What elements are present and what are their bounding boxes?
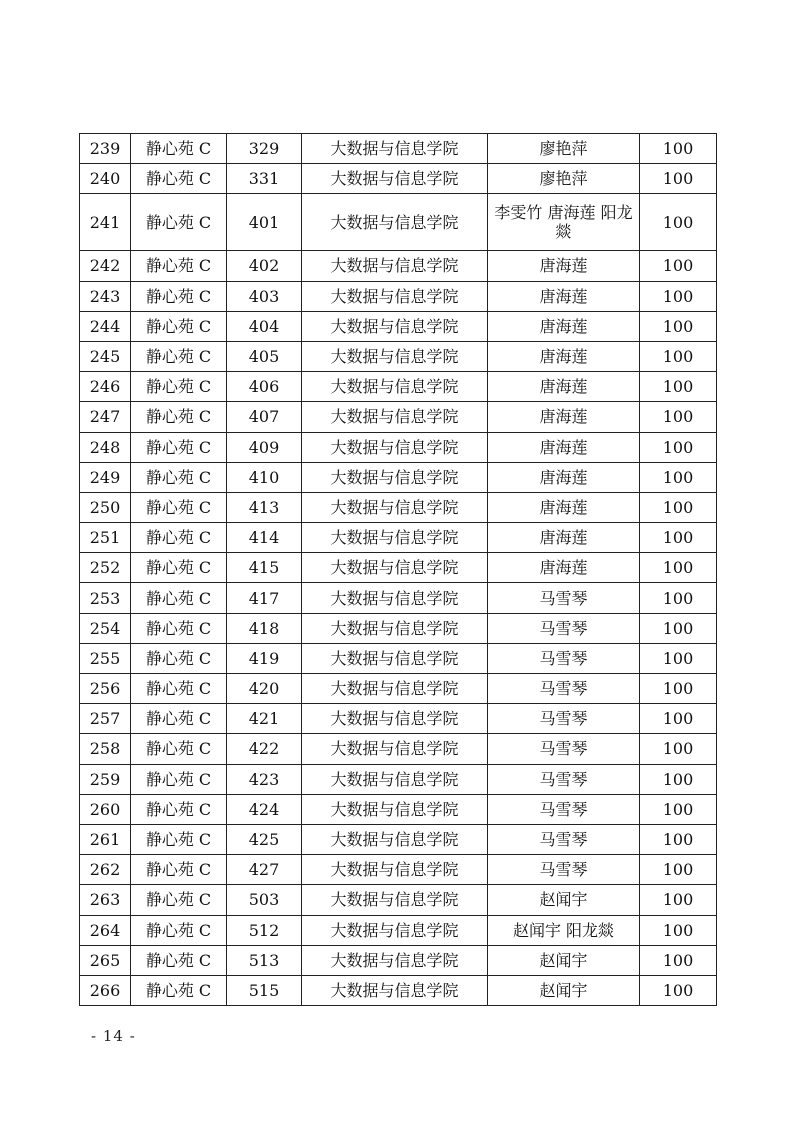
room-cell: 414 — [227, 523, 302, 553]
row-number: 258 — [80, 734, 131, 764]
table-row — [80, 402, 717, 432]
score-cell: 100 — [640, 281, 717, 311]
building-cell: 静心苑 C — [131, 945, 227, 975]
table-row — [80, 432, 717, 462]
table-row — [80, 281, 717, 311]
table-row — [80, 613, 717, 643]
building-cell: 静心苑 C — [131, 915, 227, 945]
table-row — [80, 194, 717, 251]
tutor-cell: 马雪琴 — [488, 704, 640, 734]
row-number: 239 — [80, 134, 131, 164]
room-cell: 420 — [227, 674, 302, 704]
department-cell: 大数据与信息学院 — [302, 281, 488, 311]
tutor-cell: 唐海莲 — [488, 251, 640, 281]
row-number: 241 — [80, 194, 131, 251]
row-number: 244 — [80, 311, 131, 341]
score-cell: 100 — [640, 134, 717, 164]
room-cell: 410 — [227, 462, 302, 492]
room-cell: 425 — [227, 824, 302, 854]
tutor-cell: 马雪琴 — [488, 855, 640, 885]
building-cell: 静心苑 C — [131, 341, 227, 371]
tutor-cell: 马雪琴 — [488, 794, 640, 824]
score-cell: 100 — [640, 855, 717, 885]
room-cell: 401 — [227, 194, 302, 251]
tutor-cell: 李雯竹 唐海莲 阳龙燚 — [488, 194, 640, 251]
row-number: 256 — [80, 674, 131, 704]
building-cell: 静心苑 C — [131, 794, 227, 824]
score-cell: 100 — [640, 945, 717, 975]
department-cell: 大数据与信息学院 — [302, 613, 488, 643]
table-row — [80, 341, 717, 371]
table-row — [80, 915, 717, 945]
tutor-cell: 唐海莲 — [488, 341, 640, 371]
tutor-cell: 唐海莲 — [488, 553, 640, 583]
department-cell: 大数据与信息学院 — [302, 402, 488, 432]
score-cell: 100 — [640, 341, 717, 371]
building-cell: 静心苑 C — [131, 553, 227, 583]
table-row — [80, 372, 717, 402]
department-cell: 大数据与信息学院 — [302, 643, 488, 673]
table-row — [80, 734, 717, 764]
department-cell: 大数据与信息学院 — [302, 553, 488, 583]
building-cell: 静心苑 C — [131, 462, 227, 492]
row-number: 246 — [80, 372, 131, 402]
score-cell: 100 — [640, 583, 717, 613]
table-row — [80, 492, 717, 522]
row-number: 249 — [80, 462, 131, 492]
score-cell: 100 — [640, 613, 717, 643]
score-cell: 100 — [640, 311, 717, 341]
room-cell: 417 — [227, 583, 302, 613]
building-cell: 静心苑 C — [131, 281, 227, 311]
department-cell: 大数据与信息学院 — [302, 704, 488, 734]
building-cell: 静心苑 C — [131, 643, 227, 673]
department-cell: 大数据与信息学院 — [302, 824, 488, 854]
row-number: 260 — [80, 794, 131, 824]
department-cell: 大数据与信息学院 — [302, 734, 488, 764]
department-cell: 大数据与信息学院 — [302, 372, 488, 402]
table-row — [80, 462, 717, 492]
table-row — [80, 764, 717, 794]
building-cell: 静心苑 C — [131, 311, 227, 341]
tutor-cell: 唐海莲 — [488, 402, 640, 432]
score-cell: 100 — [640, 402, 717, 432]
room-cell: 423 — [227, 764, 302, 794]
room-cell: 515 — [227, 975, 302, 1005]
building-cell: 静心苑 C — [131, 134, 227, 164]
table-row — [80, 704, 717, 734]
table-row — [80, 311, 717, 341]
room-cell: 421 — [227, 704, 302, 734]
department-cell: 大数据与信息学院 — [302, 523, 488, 553]
table-row — [80, 855, 717, 885]
room-cell: 427 — [227, 855, 302, 885]
room-cell: 512 — [227, 915, 302, 945]
building-cell: 静心苑 C — [131, 734, 227, 764]
row-number: 250 — [80, 492, 131, 522]
room-cell: 407 — [227, 402, 302, 432]
dormitory-score-table — [79, 133, 717, 1006]
tutor-cell: 马雪琴 — [488, 583, 640, 613]
department-cell: 大数据与信息学院 — [302, 885, 488, 915]
table-row — [80, 251, 717, 281]
score-cell: 100 — [640, 462, 717, 492]
tutor-cell: 马雪琴 — [488, 764, 640, 794]
building-cell: 静心苑 C — [131, 194, 227, 251]
building-cell: 静心苑 C — [131, 251, 227, 281]
tutor-cell: 唐海莲 — [488, 372, 640, 402]
building-cell: 静心苑 C — [131, 372, 227, 402]
table-row — [80, 164, 717, 194]
room-cell: 419 — [227, 643, 302, 673]
department-cell: 大数据与信息学院 — [302, 134, 488, 164]
row-number: 265 — [80, 945, 131, 975]
room-cell: 503 — [227, 885, 302, 915]
room-cell: 413 — [227, 492, 302, 522]
room-cell: 331 — [227, 164, 302, 194]
room-cell: 424 — [227, 794, 302, 824]
department-cell: 大数据与信息学院 — [302, 674, 488, 704]
row-number: 254 — [80, 613, 131, 643]
row-number: 255 — [80, 643, 131, 673]
department-cell: 大数据与信息学院 — [302, 583, 488, 613]
tutor-cell: 赵闻宇 — [488, 945, 640, 975]
score-cell: 100 — [640, 885, 717, 915]
tutor-cell: 廖艳萍 — [488, 134, 640, 164]
score-cell: 100 — [640, 553, 717, 583]
room-cell: 406 — [227, 372, 302, 402]
score-cell: 100 — [640, 764, 717, 794]
table-row — [80, 674, 717, 704]
score-cell: 100 — [640, 251, 717, 281]
score-cell: 100 — [640, 492, 717, 522]
score-cell: 100 — [640, 915, 717, 945]
room-cell: 329 — [227, 134, 302, 164]
table-row — [80, 885, 717, 915]
row-number: 261 — [80, 824, 131, 854]
table-row — [80, 134, 717, 164]
building-cell: 静心苑 C — [131, 855, 227, 885]
row-number: 266 — [80, 975, 131, 1005]
table-row — [80, 824, 717, 854]
row-number: 251 — [80, 523, 131, 553]
tutor-cell: 唐海莲 — [488, 492, 640, 522]
score-cell: 100 — [640, 643, 717, 673]
score-cell: 100 — [640, 704, 717, 734]
tutor-cell: 赵闻宇 阳龙燚 — [488, 915, 640, 945]
room-cell: 409 — [227, 432, 302, 462]
department-cell: 大数据与信息学院 — [302, 764, 488, 794]
department-cell: 大数据与信息学院 — [302, 855, 488, 885]
row-number: 253 — [80, 583, 131, 613]
row-number: 242 — [80, 251, 131, 281]
tutor-cell: 唐海莲 — [488, 281, 640, 311]
tutor-cell: 马雪琴 — [488, 643, 640, 673]
score-cell: 100 — [640, 975, 717, 1005]
row-number: 263 — [80, 885, 131, 915]
row-number: 245 — [80, 341, 131, 371]
tutor-cell: 唐海莲 — [488, 311, 640, 341]
tutor-cell: 唐海莲 — [488, 523, 640, 553]
row-number: 259 — [80, 764, 131, 794]
score-cell: 100 — [640, 372, 717, 402]
table-row — [80, 523, 717, 553]
table-row — [80, 643, 717, 673]
tutor-cell: 马雪琴 — [488, 734, 640, 764]
room-cell: 513 — [227, 945, 302, 975]
building-cell: 静心苑 C — [131, 492, 227, 522]
building-cell: 静心苑 C — [131, 674, 227, 704]
building-cell: 静心苑 C — [131, 885, 227, 915]
building-cell: 静心苑 C — [131, 523, 227, 553]
building-cell: 静心苑 C — [131, 402, 227, 432]
room-cell: 415 — [227, 553, 302, 583]
department-cell: 大数据与信息学院 — [302, 794, 488, 824]
row-number: 248 — [80, 432, 131, 462]
tutor-cell: 唐海莲 — [488, 462, 640, 492]
room-cell: 403 — [227, 281, 302, 311]
building-cell: 静心苑 C — [131, 704, 227, 734]
page-number: - 14 - — [91, 1027, 136, 1045]
department-cell: 大数据与信息学院 — [302, 341, 488, 371]
row-number: 257 — [80, 704, 131, 734]
score-cell: 100 — [640, 432, 717, 462]
department-cell: 大数据与信息学院 — [302, 311, 488, 341]
room-cell: 405 — [227, 341, 302, 371]
room-cell: 402 — [227, 251, 302, 281]
building-cell: 静心苑 C — [131, 432, 227, 462]
building-cell: 静心苑 C — [131, 764, 227, 794]
department-cell: 大数据与信息学院 — [302, 915, 488, 945]
row-number: 247 — [80, 402, 131, 432]
score-cell: 100 — [640, 674, 717, 704]
score-cell: 100 — [640, 164, 717, 194]
department-cell: 大数据与信息学院 — [302, 462, 488, 492]
table-row — [80, 553, 717, 583]
room-cell: 418 — [227, 613, 302, 643]
score-cell: 100 — [640, 734, 717, 764]
building-cell: 静心苑 C — [131, 824, 227, 854]
tutor-cell: 赵闻宇 — [488, 975, 640, 1005]
tutor-cell: 唐海莲 — [488, 432, 640, 462]
table-row — [80, 975, 717, 1005]
building-cell: 静心苑 C — [131, 975, 227, 1005]
tutor-cell: 赵闻宇 — [488, 885, 640, 915]
row-number: 243 — [80, 281, 131, 311]
row-number: 262 — [80, 855, 131, 885]
room-cell: 404 — [227, 311, 302, 341]
score-cell: 100 — [640, 523, 717, 553]
tutor-cell: 廖艳萍 — [488, 164, 640, 194]
department-cell: 大数据与信息学院 — [302, 945, 488, 975]
building-cell: 静心苑 C — [131, 164, 227, 194]
tutor-cell: 马雪琴 — [488, 674, 640, 704]
department-cell: 大数据与信息学院 — [302, 432, 488, 462]
score-cell: 100 — [640, 194, 717, 251]
department-cell: 大数据与信息学院 — [302, 194, 488, 251]
table-row — [80, 794, 717, 824]
building-cell: 静心苑 C — [131, 583, 227, 613]
tutor-cell: 马雪琴 — [488, 824, 640, 854]
score-cell: 100 — [640, 794, 717, 824]
row-number: 252 — [80, 553, 131, 583]
row-number: 264 — [80, 915, 131, 945]
table-body — [80, 134, 717, 1006]
department-cell: 大数据与信息学院 — [302, 251, 488, 281]
row-number: 240 — [80, 164, 131, 194]
department-cell: 大数据与信息学院 — [302, 492, 488, 522]
department-cell: 大数据与信息学院 — [302, 164, 488, 194]
score-cell: 100 — [640, 824, 717, 854]
department-cell: 大数据与信息学院 — [302, 975, 488, 1005]
table-row — [80, 583, 717, 613]
table-row — [80, 945, 717, 975]
building-cell: 静心苑 C — [131, 613, 227, 643]
room-cell: 422 — [227, 734, 302, 764]
tutor-cell: 马雪琴 — [488, 613, 640, 643]
